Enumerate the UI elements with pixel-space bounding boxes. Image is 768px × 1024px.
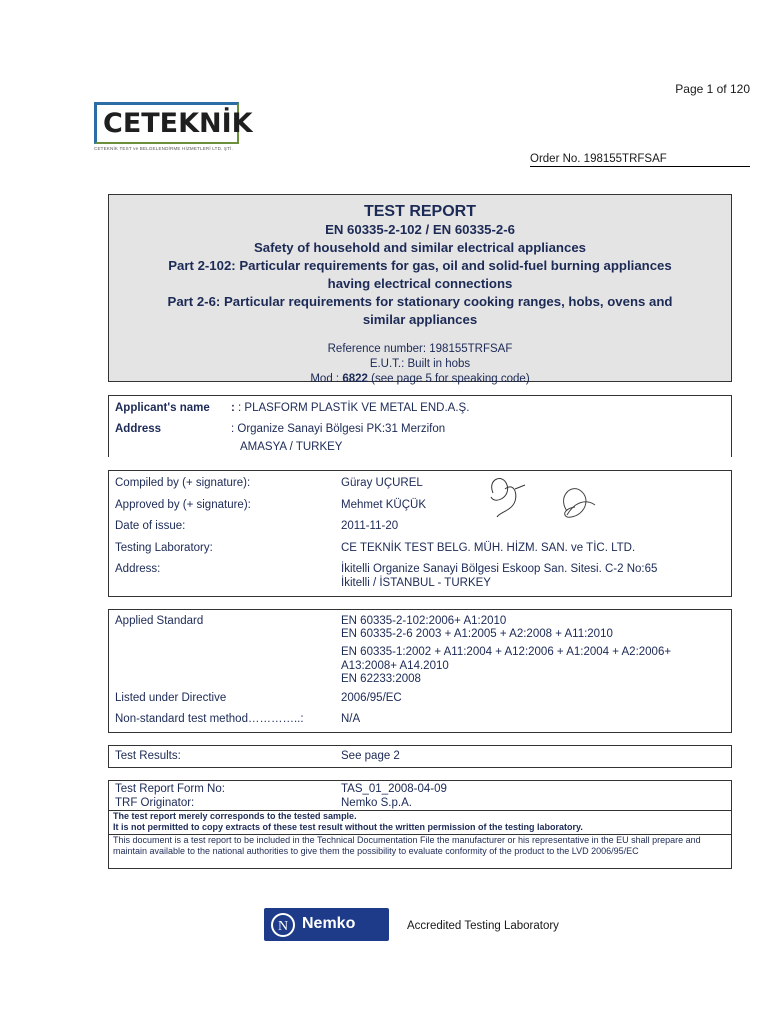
trf-originator-label: TRF Originator: bbox=[115, 797, 195, 809]
lab-value: CE TEKNİK TEST BELG. MÜH. HİZM. SAN. ve TİC. LTD. bbox=[341, 542, 636, 554]
lab-label: Testing Laboratory: bbox=[115, 542, 213, 554]
form-block bbox=[108, 780, 732, 869]
form-no-value: TAS_01_2008-04-09 bbox=[341, 783, 447, 795]
test-results-value: See page 2 bbox=[341, 750, 400, 762]
page-number: Page 1 of 120 bbox=[675, 82, 750, 96]
test-results-label: Test Results: bbox=[115, 750, 181, 762]
standard-2: EN 60335-2-6 2003 + A1:2005 + A2:2008 + A11:2010 bbox=[341, 628, 613, 640]
mod-label: Mod : bbox=[310, 373, 340, 385]
title-line-4: Part 2-6: Particular requirements for stationary cooking ranges, hobs, ovens and bbox=[167, 294, 673, 309]
report-title: TEST REPORT bbox=[363, 203, 476, 220]
standards-line: EN 60335-2-102 / EN 60335-2-6 bbox=[325, 222, 515, 237]
test-method-label: Non-standard test method…………..: bbox=[115, 713, 304, 725]
standard-3: EN 60335-1:2002 + A11:2004 + A12:2006 + A1:2004 + A2:2006+ bbox=[341, 646, 672, 658]
test-method-value: N/A bbox=[341, 713, 361, 725]
applicant-block bbox=[108, 395, 732, 457]
eut: E.U.T.: Built in hobs bbox=[369, 358, 471, 370]
standard-5: EN 62233:2008 bbox=[341, 673, 421, 685]
applicant-address-line1: : Organize Sanayi Bölgesi PK:31 Merzifon bbox=[231, 423, 446, 435]
title-line-1: Safety of household and similar electrical appliances bbox=[254, 240, 586, 255]
applicant-name-text: : PLASFORM PLASTİK VE METAL END.A.Ş. bbox=[238, 402, 470, 414]
title-line-3: having electrical connections bbox=[327, 276, 513, 291]
approved-value: Mehmet KÜÇÜK bbox=[341, 499, 426, 511]
compiled-label: Compiled by (+ signature): bbox=[115, 477, 251, 489]
applied-standard-label: Applied Standard bbox=[115, 615, 204, 627]
approved-label: Approved by (+ signature): bbox=[115, 499, 251, 511]
reference-number: Reference number: 198155TRFSAF bbox=[327, 343, 513, 355]
results-block bbox=[108, 745, 732, 768]
compiled-value: Güray UÇUREL bbox=[341, 477, 423, 489]
standard-4: A13:2008+ A14.2010 bbox=[341, 660, 449, 672]
lab-address-label: Address: bbox=[115, 563, 161, 575]
accredited-text: Accredited Testing Laboratory bbox=[407, 920, 559, 932]
mod-value: 6822 bbox=[342, 373, 368, 385]
info-block bbox=[108, 470, 732, 597]
note-copy: It is not permitted to copy extracts of these test result without the written permission of the testing laboratory. bbox=[113, 822, 583, 832]
standard-1: EN 60335-2-102:2006+ A1:2010 bbox=[341, 615, 507, 627]
nemko-logo bbox=[264, 908, 389, 941]
disclaimer: This document is a test report to be included in the Technical Documentation File the manufacturer or his representative in the EU shall prepare and maintain available to the national authorities to give them the possibility to evaluate conformity of the product to the LVD 2006/95/EC bbox=[113, 835, 701, 856]
order-number: Order No. 198155TRFSAF bbox=[530, 153, 750, 167]
nemko-n-icon bbox=[270, 912, 296, 938]
trf-originator-value: Nemko S.p.A. bbox=[341, 797, 412, 809]
svg-text:N: N bbox=[277, 919, 289, 934]
mod-line bbox=[109, 372, 731, 387]
lab-address-line2: İkitelli / İSTANBUL - TURKEY bbox=[341, 577, 491, 589]
directive-label: Listed under Directive bbox=[115, 692, 227, 704]
note-sample: The test report merely corresponds to the tested sample. bbox=[113, 811, 357, 821]
title-block bbox=[108, 194, 732, 385]
title-line-5: similar appliances bbox=[362, 312, 478, 327]
directive-value: 2006/95/EC bbox=[341, 692, 402, 704]
applicant-address-label: Address bbox=[115, 423, 162, 435]
nemko-logo-text: Nemko bbox=[302, 915, 356, 932]
form-no-label: Test Report Form No: bbox=[115, 783, 225, 795]
applicant-name-label: Applicant's name bbox=[115, 402, 210, 414]
ceteknik-logo bbox=[94, 102, 253, 144]
date-label: Date of issue: bbox=[115, 520, 186, 532]
date-value: 2011-11-20 bbox=[341, 520, 399, 532]
logo-name: CETEKNİK bbox=[103, 108, 253, 139]
lab-address-line1: İkitelli Organize Sanayi Bölgesi Eskoop San. Sitesi. C-2 No:65 bbox=[341, 563, 658, 575]
applicant-name-value: : : PLASFORM PLASTİK VE METAL END.A.Ş. bbox=[231, 402, 470, 414]
standard-block bbox=[108, 609, 732, 733]
title-line-2: Part 2-102: Particular requirements for gas, oil and solid-fuel burning appliances bbox=[168, 258, 672, 273]
applicant-address-line2: AMASYA / TURKEY bbox=[240, 441, 343, 453]
signatures-icon bbox=[485, 471, 605, 529]
logo-subtitle: CETEKNİK TEST ve BELGELENDİRME HİZMETLERİ LTD. ŞTİ. bbox=[94, 146, 233, 151]
mod-note: (see page 5 for speaking code) bbox=[371, 373, 530, 385]
